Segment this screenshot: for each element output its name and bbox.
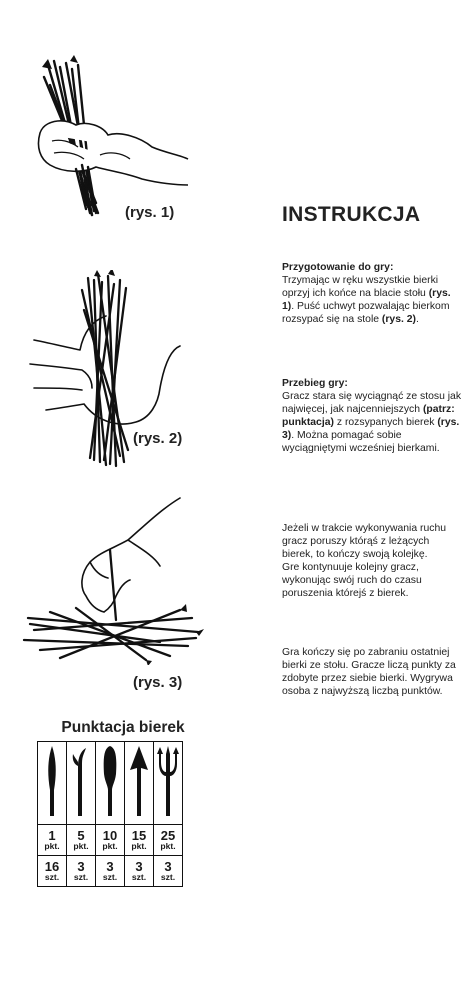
section-gameplay-heading: Przebieg gry: <box>282 378 348 389</box>
gameplay-ref-figure-3: (rys. 3) <box>282 416 460 441</box>
scoring-count-row <box>38 856 183 887</box>
points-value: 5 <box>77 827 85 843</box>
section-preparation-heading: Przygotowanie do gry: <box>282 262 394 273</box>
points-cell <box>125 825 154 856</box>
points-unit: pkt. <box>131 840 147 851</box>
section-gameplay <box>282 378 462 455</box>
scoring-cell <box>38 742 67 825</box>
gameplay-text-2: z rozsypanych bierek <box>333 416 438 428</box>
move-rule-text-2: Gre kontynuuje kolejny gracz, wykonując swój ruch do czasu poruszenia którejś z bierek. <box>282 561 422 599</box>
count-unit: szt. <box>160 871 176 882</box>
points-cell <box>96 825 125 856</box>
count-unit: szt. <box>102 871 118 882</box>
scoring-icons-row <box>38 742 183 825</box>
figure-3-picking-stick-illustration <box>20 490 205 665</box>
points-unit: pkt. <box>160 840 176 851</box>
gameplay-ref-scoring: (patrz: punktacja) <box>282 403 455 428</box>
sword-pick-icon <box>41 744 63 818</box>
scoring-title: Punktacja bierek <box>61 719 185 736</box>
count-value: 3 <box>164 858 172 874</box>
scoring-table <box>37 741 183 887</box>
scoring-points-row <box>38 825 183 856</box>
count-value: 16 <box>44 858 60 874</box>
preparation-text-1: Trzymając w ręku wszystkie bierki oprzyj ich końce na blacie stołu <box>282 274 439 299</box>
move-rule-text-1: Jeżeli w trakcie wykonywania ruchu gracz poruszy którąś z leżących bierek, to kończy swoją kolejkę. <box>282 523 447 560</box>
game-end-text: Gra kończy się po zabraniu ostatniej bierki ze stołu. Gracze liczą punkty za zdobyte przez siebie bierki. Wygrywa osoba z najwyższą liczbą punktów. <box>282 647 456 697</box>
count-cell <box>38 856 67 887</box>
section-move-rules <box>282 523 462 600</box>
points-value: 10 <box>102 827 118 843</box>
section-preparation <box>282 262 462 327</box>
count-value: 3 <box>106 858 114 874</box>
points-value: 25 <box>160 827 176 843</box>
preparation-ref-figure-1: (rys. 1) <box>282 287 451 312</box>
preparation-text-3: . <box>416 313 419 325</box>
gameplay-text-1: Gracz stara się wyciągnąć ze stosu jak najwięcej, jak najcenniejszych <box>282 390 462 415</box>
figure-1-label: (rys. 1) <box>125 204 175 221</box>
section-game-end <box>282 647 462 699</box>
spear-pick-icon <box>128 744 150 818</box>
figure-1-hand-holding-sticks-illustration <box>30 55 190 220</box>
points-value: 1 <box>48 827 56 843</box>
count-value: 3 <box>135 858 143 874</box>
points-cell <box>38 825 67 856</box>
hook-pick-icon <box>70 744 92 818</box>
count-cell <box>154 856 183 887</box>
figure-3-label: (rys. 3) <box>133 674 183 691</box>
count-cell <box>125 856 154 887</box>
page-title: INSTRUKCJA <box>282 203 421 226</box>
scoring-cell <box>96 742 125 825</box>
points-cell <box>67 825 96 856</box>
count-value: 3 <box>77 858 85 874</box>
points-unit: pkt. <box>102 840 118 851</box>
count-unit: szt. <box>73 871 89 882</box>
points-cell <box>154 825 183 856</box>
trident-pick-icon <box>155 744 181 818</box>
preparation-ref-figure-2: (rys. 2) <box>381 313 416 325</box>
points-unit: pkt. <box>73 840 89 851</box>
count-unit: szt. <box>44 871 60 882</box>
count-cell <box>96 856 125 887</box>
points-unit: pkt. <box>44 840 60 851</box>
scoring-cell <box>154 742 183 825</box>
scoring-cell <box>125 742 154 825</box>
preparation-text-2: . Puść uchwyt pozwalając bierkom rozsypać się na stole <box>282 300 450 325</box>
scoring-cell <box>67 742 96 825</box>
count-cell <box>67 856 96 887</box>
gameplay-text-3: . Można pomagać sobie wyciągniętymi wcześniej bierkami. <box>282 429 440 454</box>
figure-2-label: (rys. 2) <box>133 430 183 447</box>
count-unit: szt. <box>131 871 147 882</box>
oar-pick-icon <box>99 744 121 818</box>
points-value: 15 <box>131 827 147 843</box>
